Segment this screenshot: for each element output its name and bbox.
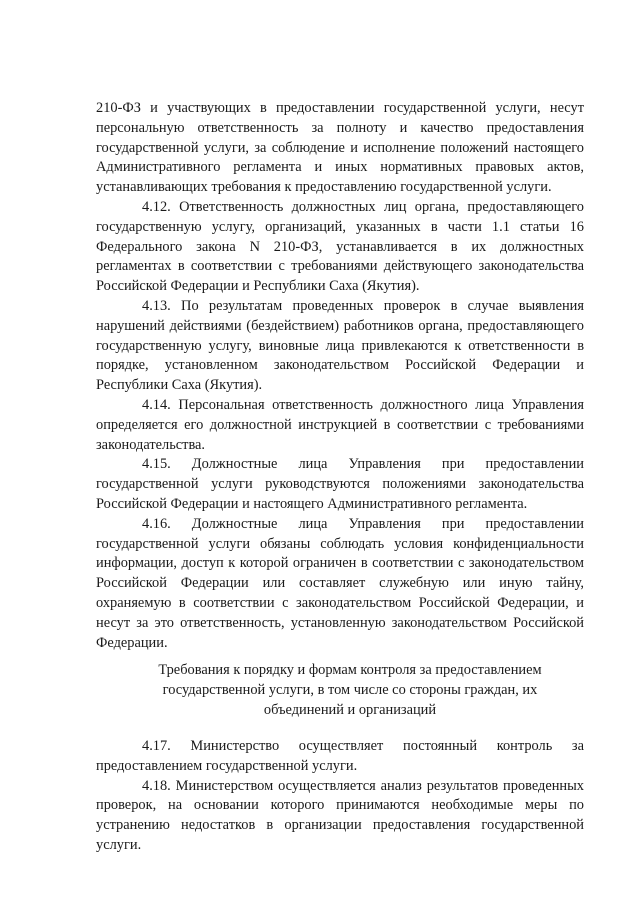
paragraph-4-15: 4.15. Должностные лица Управления при предоставлении государственной услуги руководствуются положениями законодательства Российской Федерации и настоящего Административного регламента. — [96, 456, 584, 512]
section-heading: Требования к порядку и формам контроля за предоставлением государственной услуги, в том числе со стороны граждан, их объединений и организаций — [158, 662, 542, 718]
paragraph-4-12: 4.12. Ответственность должностных лиц органа, предоставляющего государственную услугу, организаций, указанных в части 1.1 статьи 16 Федерального закона N 210-ФЗ, устанавливается в их должностных регламентах в соответствии с требованиями действующего законодательства Российской Федерации и Республики Саха (Якутия). — [96, 198, 584, 295]
paragraph-4-16: 4.16. Должностные лица Управления при предоставлении государственной услуги обязаны соблюдать условия конфиденциальности информации, доступ к которой ограничен в соответствии с законодательством Российской Федерации или составляет служебную или иную тайну, охраняемую в соответствии с законодательством Российской Федерации, и несут за это ответственность, установленную законодательством Российской Федерации. — [96, 515, 584, 651]
bottom-text-block — [96, 737, 584, 856]
top-text-block — [96, 99, 584, 653]
paragraph-4-14: 4.14. Персональная ответственность должностного лица Управления определяется его должностной инструкцией в соответствии с требованиями законодательства. — [96, 396, 584, 453]
paragraph-4-13: 4.13. По результатам проведенных проверок в случае выявления нарушений действиями (бездействием) работников органа, предоставляющего государственную услугу, виновные лица привлекаются к ответственности в порядке, установленном законодательством Российской Федерации и Республики Саха (Якутия). — [96, 297, 584, 394]
paragraph-4-17: 4.17. Министерство осуществляет постоянный контроль за предоставлением государственной услуги. — [96, 738, 584, 774]
paragraph-4-18: 4.18. Министерством осуществляется анализ результатов проведенных проверок, на основании которого принимаются необходимые меры по устранению недостатков в организации предоставления государственной услуги. — [96, 777, 584, 853]
paragraph-continuation: 210-ФЗ и участвующих в предоставлении государственной услуги, несут персональную ответственность за полноту и качество предоставления государственной услуги, за соблюдение и исполнение положений настоящего Административного регламента и иных нормативных правовых актов, устанавливающих требования к предоставлению государственной услуги. — [96, 100, 584, 196]
